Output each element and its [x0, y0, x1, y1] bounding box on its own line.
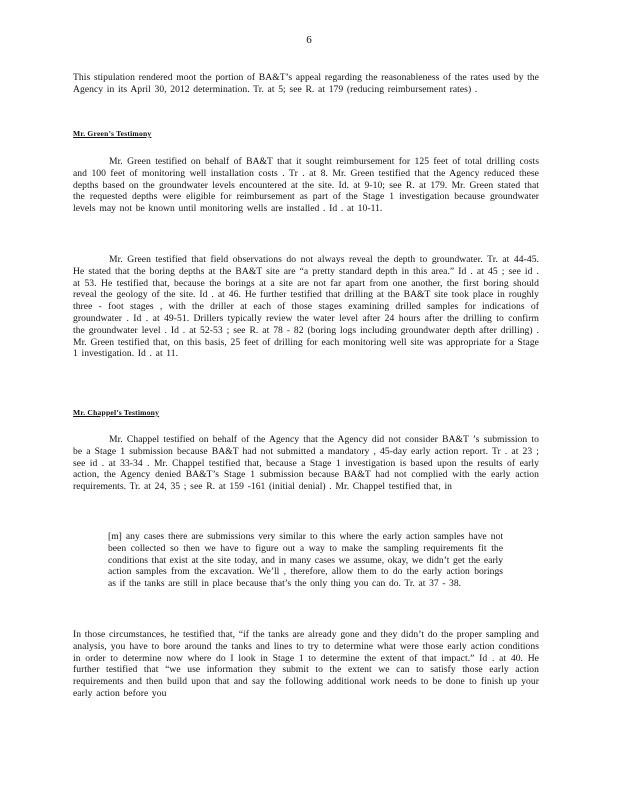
paragraph-green-2: Mr. Green testified that field observations do not always reveal the depth to groundwater. Tr. at 44-45. He stated that the boring depths at the BA&T site are “a pretty standard depth in this area.” Id . at 45 ; see id . at 53. He testified that, because the borings at a site are not far apart from one another, the first boring should reveal the geology of the site. Id . at 46. He further testified that drilling at the BA&T site took place in roughly three - foot stages , with the driller at each of those stages examining drilled samples for indications of groundwater . Id . at 49-51. Drillers typically review the water level after 24 hours after the drilling to confirm the groundwater level . Id . at 52-53 ; see R. at 78 - 82 (boring logs including groundwater depth after drilling) . Mr. Green testified that, on this basis, 25 feet of drilling for each monitoring well site was appropriate for a Stage 1 investigation. Id . at 11. [73, 254, 539, 360]
heading-chappel-testimony: Mr. Chappel’s Testimony [73, 408, 160, 417]
block-quote: [m] any cases there are submissions very similar to this where the early action samples have not been collected so then we have to figure out a way to make the sampling requirements fit the conditions that exist at the site today, and in many cases we assume, okay, we didn’t get the early action samples from the excavation. We’ll , therefore, allow them to do the early action borings as if the tanks are still in place because that’s the only thing you can do. Tr. at 37 - 38. [108, 531, 503, 590]
heading-green-testimony: Mr. Green’s Testimony [73, 129, 152, 138]
paragraph-stipulation: This stipulation rendered moot the portion of BA&T’s appeal regarding the reasonableness of the rates used by the Agency in its April 30, 2012 determination. Tr. at 5; see R. at 179 (reducing reimbursement rates) . [73, 72, 539, 95]
page-number: 6 [306, 34, 312, 46]
paragraph-chappel-2: In those circumstances, he testified that, “if the tanks are already gone and they didn’t do the proper sampling and analysis, you have to bore around the tanks and lines to try to determine what were those early action conditions in order to determine now where do I look in Stage 1 to determine the extent of that impact.” Id . at 40. He further testified that “we use information they submit to the extent we can to satisfy those early action requirements and then build upon that and say the following additional work needs to be done to finish up your early action before you [73, 629, 539, 699]
paragraph-chappel-1: Mr. Chappel testified on behalf of the Agency that the Agency did not consider BA&T ’s submission to be a Stage 1 submission because BA&T had not submitted a mandatory , 45-day early action report. Tr . at 23 ; see id . at 33-34 . Mr. Chappel testified that, because a Stage 1 investigation is based upon the results of early action, the Agency denied BA&T’s Stage 1 submission because BA&T had not complied with the early action requirements. Tr. at 24, 35 ; see R. at 159 -161 (initial denial) . Mr. Chappel testified that, in [73, 434, 539, 493]
paragraph-green-1: Mr. Green testified on behalf of BA&T that it sought reimbursement for 125 feet of total drilling costs and 100 feet of monitoring well installation costs . Tr . at 8. Mr. Green testified that the Agency reduced these depths based on the groundwater levels encountered at the site. Id. at 9-10; see R. at 179. Mr. Green stated that the requested depths were eligible for reimbursement as part of the Stage 1 investigation because groundwater levels may not be known until monitoring wells are installed . Id . at 10-11. [73, 156, 539, 215]
